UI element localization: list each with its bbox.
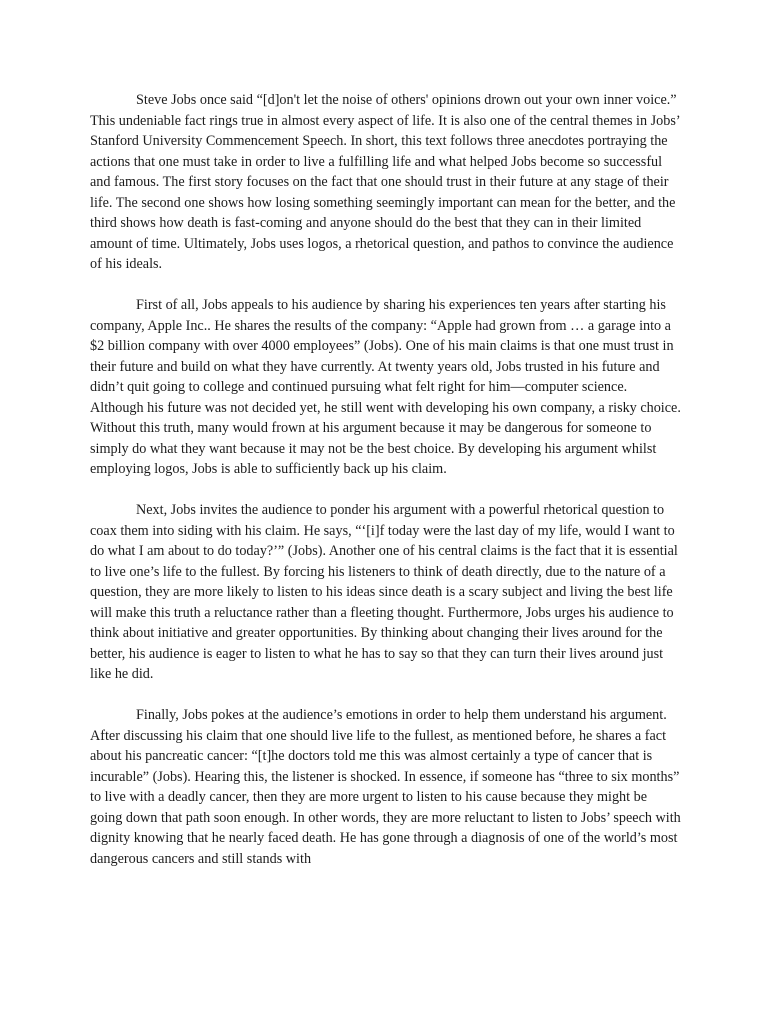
paragraph-rhetorical-question: Next, Jobs invites the audience to ponder his argument with a powerful rhetorical question to coax them into siding with his claim. He says, “‘[i]f today were the last day of my life, would I want to do what I am about to do today?’” (Jobs). Another one of his central claims is the fact that it is essential to live one’s life to the fullest. By forcing his listeners to think of death directly, due to the nature of a question, they are more likely to listen to his ideas since death is a scary subject and living the best life will make this truth a reluctance rather than a fleeting thought. Furthermore, Jobs urges his audience to think about initiative and greater opportunities. By thinking about changing their lives around for the better, his audience is eager to listen to what he has to say so that they can turn their lives around just like he did. <box>90 502 678 682</box>
document-page <box>90 90 682 890</box>
paragraph-pathos: Finally, Jobs pokes at the audience’s emotions in order to help them understand his argument. After discussing his claim that one should live life to the fullest, as mentioned before, he shares a fact about his pancreatic cancer: “[t]he doctors told me this was almost certainly a type of cancer that is incurable” (Jobs). Hearing this, the listener is shocked. In essence, if someone has “three to six months” to live with a deadly cancer, then they are more urgent to listen to his cause because they might be going down that path soon enough. In other words, they are more reluctant to listen to Jobs’ speech with dignity knowing that he nearly faced death. He has gone through a diagnosis of one of the world’s most dangerous cancers and still stands with <box>90 707 681 867</box>
paragraph-logos: First of all, Jobs appeals to his audience by sharing his experiences ten years after starting his company, Apple Inc.. He shares the results of the company: “Apple had grown from … a garage into a $2 billion company with over 4000 employees” (Jobs). One of his main claims is that one must trust in their future and build on what they have currently. At twenty years old, Jobs trusted in his future and didn’t quit going to college and continued pursuing what felt right for him—computer science. Although his future was not decided yet, he still went with developing his own company, a risky choice. Without this truth, many would frown at his argument because it may be dangerous for someone to simply do what they want because it may not be the best choice. By developing his argument whilst employing logos, Jobs is able to sufficiently back up his claim. <box>90 297 681 477</box>
paragraph-introduction: Steve Jobs once said “[d]on't let the noise of others' opinions drown out your own inner voice.” This undeniable fact rings true in almost every aspect of life. It is also one of the central themes in Jobs’ Stanford University Commencement Speech. In short, this text follows three anecdotes portraying the actions that one must take in order to live a fulfilling life and what helped Jobs become so successful and famous. The first story focuses on the fact that one should trust in their future at any stage of their life. The second one shows how losing something seemingly important can mean for the better, and the third shows how death is fast-coming and anyone should do the best that they can in their limited amount of time. Ultimately, Jobs uses logos, a rhetorical question, and pathos to convince the audience of his ideals. <box>90 92 680 272</box>
